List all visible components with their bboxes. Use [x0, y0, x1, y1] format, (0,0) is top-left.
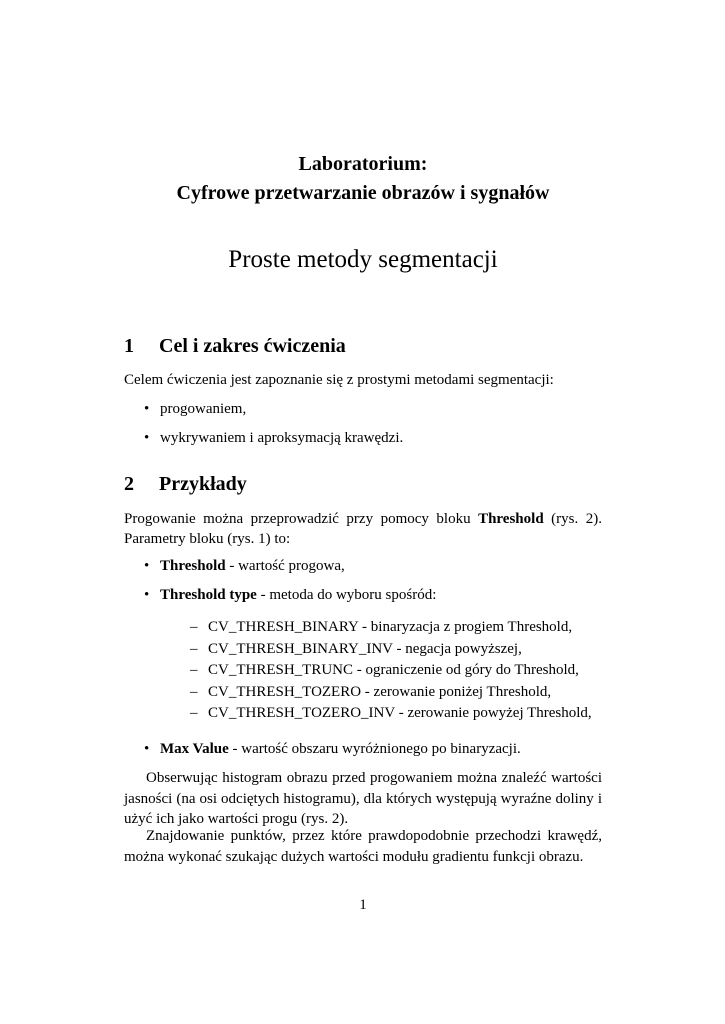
course-name: Cyfrowe przetwarzanie obrazów i sygnałów [176, 182, 550, 204]
list-item [124, 739, 602, 759]
section-2-title: Przykłady [159, 473, 247, 495]
dash-icon: – [190, 640, 198, 657]
param-desc: - wartość progowa, [225, 558, 345, 574]
bullet-icon: • [144, 401, 150, 417]
lab-label: Laboratorium: [298, 153, 428, 175]
param-desc: - metoda do wyboru spośród: [256, 587, 437, 603]
list-item-text: CV_THRESH_BINARY - binaryzacja z progiem Threshold, [208, 619, 573, 636]
list-item-text: CV_THRESH_TOZERO - zerowanie poniżej Threshold, [208, 683, 552, 700]
list-item-text: CV_THRESH_TRUNC - ograniczenie od góry do Threshold, [208, 662, 579, 679]
section-1-title: Cel i zakres ćwiczenia [159, 335, 346, 357]
param-desc: - wartość obszaru wyróżnionego po binaryzacji. [228, 741, 521, 757]
list-item [124, 556, 602, 585]
intro-block-name: Threshold [478, 511, 544, 527]
list-item-text: CV_THRESH_BINARY_INV - negacja powyższej, [208, 640, 522, 657]
list-item [160, 639, 602, 661]
list-item-text: wykrywaniem i aproksymacją krawędzi. [160, 430, 404, 446]
paragraph-histogram: Obserwując histogram obrazu przed progowaniem można znaleźć wartości jasności (na osi odciętych histogramu), dla których występują wyraźne doliny i użyć ich jako wartości progu (rys. 2). [124, 770, 602, 827]
section-1-list [124, 399, 602, 448]
intro-text-1: Progowanie można przeprowadzić przy pomocy bloku [124, 511, 479, 527]
threshold-type-list [160, 617, 602, 725]
section-1-number: 1 [124, 335, 134, 357]
param-name: Threshold [160, 558, 226, 574]
bullet-icon: • [144, 430, 150, 446]
dash-icon: – [190, 619, 198, 636]
bullet-icon: • [144, 558, 150, 574]
list-item [124, 399, 602, 428]
section-1-heading [124, 334, 346, 358]
list-item-text: CV_THRESH_TOZERO_INV - zerowanie powyżej Threshold, [208, 705, 592, 722]
dash-icon: – [190, 705, 198, 722]
section-2-intro [124, 509, 602, 550]
list-item [160, 617, 602, 639]
bullet-icon: • [144, 587, 150, 603]
param-name: Threshold type [160, 587, 257, 603]
section-2-number: 2 [124, 473, 134, 495]
list-item [160, 682, 602, 704]
list-item-text: progowaniem, [160, 401, 247, 417]
parameter-list-continued [124, 739, 602, 759]
document-page [124, 0, 602, 1024]
title-block [124, 150, 602, 275]
list-item [160, 660, 602, 682]
param-name: Max Value [160, 741, 229, 757]
section-1-intro: Celem ćwiczenia jest zapoznanie się z prostymi metodami segmentacji: [124, 372, 554, 388]
parameter-list [124, 556, 602, 725]
list-item [124, 428, 602, 448]
intro-text-2: (rys. 2). Parametry bloku (rys. 1) to: [124, 511, 602, 548]
section-2-heading [124, 472, 247, 496]
bullet-icon: • [144, 741, 150, 757]
dash-icon: – [190, 683, 198, 700]
page-number: 1 [359, 897, 367, 913]
document-title: Proste metody segmentacji [228, 246, 498, 273]
list-item [124, 585, 602, 725]
list-item [160, 703, 602, 725]
dash-icon: – [190, 662, 198, 679]
paragraph-gradient: Znajdowanie punktów, przez które prawdopodobnie przechodzi krawędź, można wykonać szukając dużych wartości modułu gradientu funkcji obrazu. [124, 828, 602, 865]
